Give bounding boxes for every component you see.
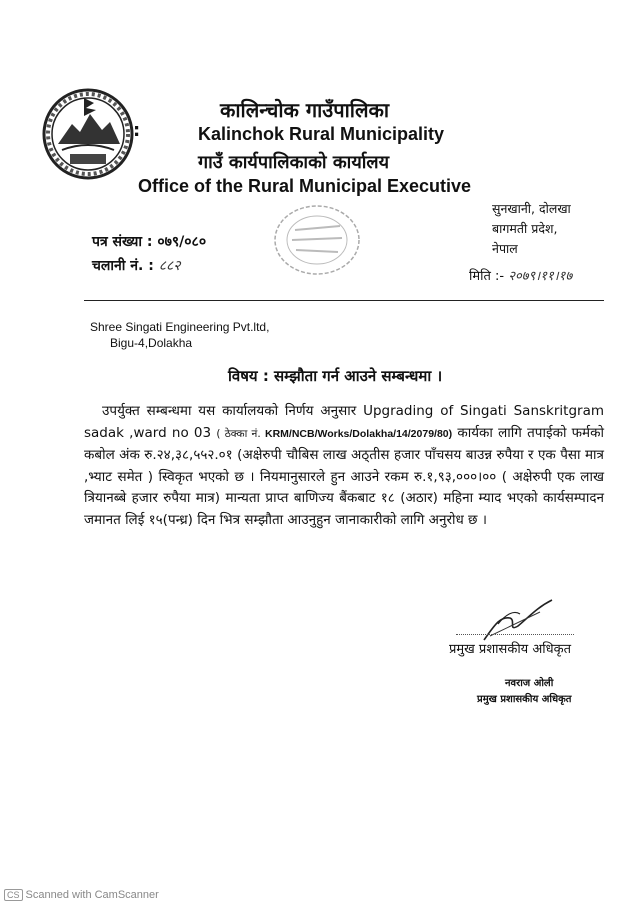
office-name-english: Office of the Rural Municipal Executive	[138, 176, 472, 196]
body-part-2: कार्यका लागि तपाईको फर्मको कबोल अंक रु.२४,३८,५५२.०१ (अक्षेरुपी चौबिस लाख अठ्तीस हजार पाँचसय बाउन्न रुपैया र एक पैसा मात्र ,भ्याट समेत ) स्विकृत भएको छ । नियमानुसारले हुन आउने रकम रु.१,९३,०००।०० ( अक्षेरुपी एक लाख त्रियानब्बे हजार रुपैया मात्र) मान्यता प्राप्त बाणिज्य बैंकबाट १८ (अठार) महिना म्याद भएको कार्यसम्पादन जमानत लिई १५(पन्ध्र) दिन भित्र सम्झौता आउनुहुन जानाकारीको लागि अनुरोध छ ।	[84, 424, 604, 528]
municipality-emblem-icon	[40, 86, 136, 182]
office-name-nepali: गाउँ कार्यपालिकाको कार्यालय	[198, 152, 390, 173]
header-divider	[84, 300, 604, 301]
municipality-name-english: Kalinchok Rural Municipality	[198, 124, 445, 144]
recipient-line-1: Shree Singati Engineering Pvt.ltd,	[90, 320, 270, 334]
letter-body	[84, 401, 604, 531]
watermark-text: Scanned with CamScanner	[25, 889, 159, 901]
signature-line	[456, 634, 574, 635]
tender-ref-prefix: ( ठेक्का नं.	[216, 427, 265, 440]
letter-no-value: ०७९/०८०	[157, 234, 207, 250]
signatory-title: प्रमुख प्रशासकीय अधिकृत	[449, 642, 572, 657]
camscanner-logo-icon: CS	[4, 889, 23, 901]
municipality-name-nepali: कालिन्चोक गाउँपालिका	[220, 98, 390, 122]
header-colon-mark: :	[133, 120, 141, 141]
date-label: मिति :-	[469, 269, 505, 284]
body-part-1: उपर्युक्त सम्बन्धमा यस कार्यालयको निर्णय अनुसार Upgrading of Singati Sanskritgram sadak ,ward no 03	[84, 403, 604, 441]
date-line	[469, 266, 572, 284]
office-seal-icon	[270, 200, 365, 280]
office-address	[492, 199, 622, 259]
letter-subject: विषय : सम्झौता गर्न आउने सम्बन्धमा ।	[228, 367, 443, 385]
recipient-line-2: Bigu-4,Dolakha	[110, 336, 193, 350]
scanner-watermark	[4, 889, 159, 901]
letter-no-label: पत्र संख्या :	[92, 234, 153, 250]
date-value: २०७९।११।१७	[508, 269, 573, 284]
handwritten-signature-icon	[480, 596, 555, 644]
address-line: सुनखानी, दोलखा	[492, 201, 571, 216]
address-line: बागमती प्रदेश,	[492, 221, 558, 236]
reference-block	[92, 230, 206, 278]
address-line: नेपाल	[492, 241, 518, 256]
signatory-name-title: प्रमुख प्रशासकीय अधिकृत	[477, 694, 572, 705]
dispatch-no-label: चलानी नं. :	[92, 258, 154, 274]
dispatch-no-value: ८८२	[158, 258, 181, 274]
signatory-name: नवराज ओली	[505, 678, 554, 689]
tender-ref-code: KRM/NCB/Works/Dolakha/14/2079/80)	[265, 427, 453, 440]
